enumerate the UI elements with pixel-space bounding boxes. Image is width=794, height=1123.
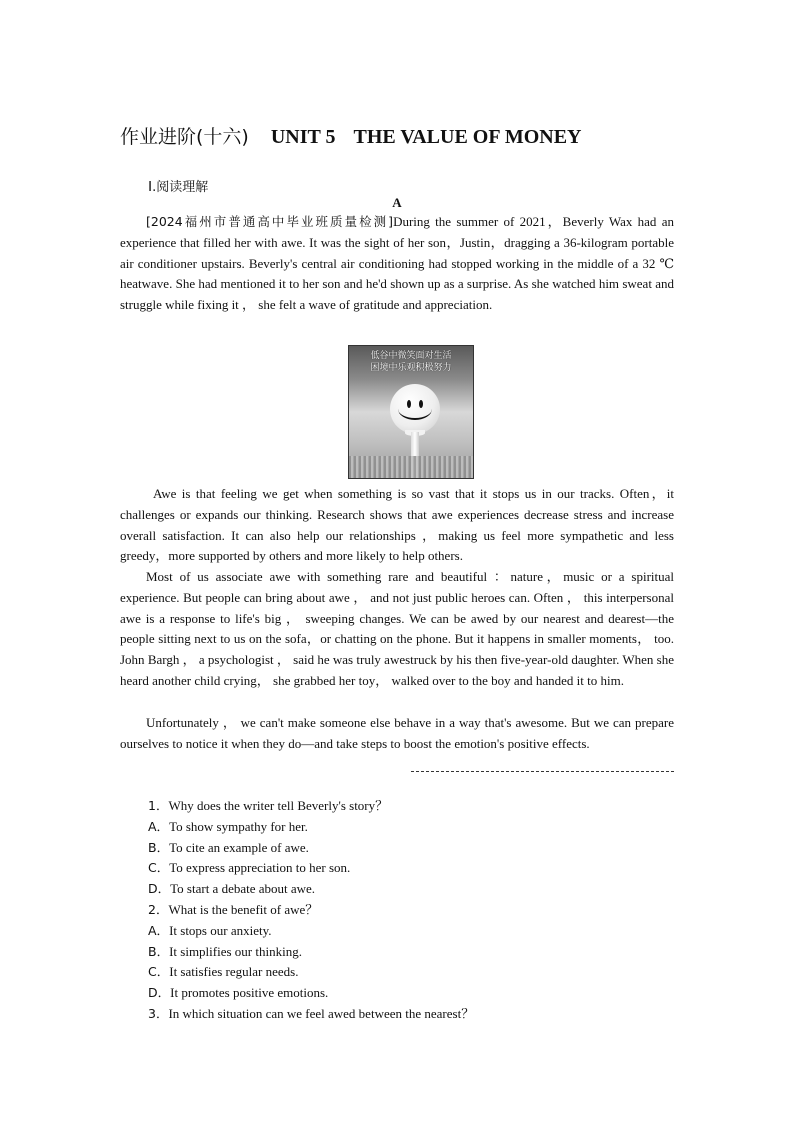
section-roman-numeral: Ⅰ: [148, 180, 153, 195]
smiley-golf-ball-icon: [390, 384, 440, 434]
source-tag: [2024福州市普通高中毕业班质量检测]: [146, 214, 394, 229]
question-1-option-d[interactable]: D．To start a debate about awe.: [148, 881, 316, 896]
question-2-option-d[interactable]: D．It promotes positive emotions.: [148, 985, 329, 1000]
passage-label: A: [392, 195, 402, 210]
question-2-option-a[interactable]: A．It stops our anxiety.: [148, 923, 272, 938]
paragraph-1: [120, 212, 674, 316]
page-title: [120, 122, 581, 149]
question-2-option-b[interactable]: B．It simplifies our thinking.: [148, 944, 302, 959]
question-3-text: In which situation can we feel awed between the nearest？: [168, 1006, 475, 1021]
paragraph-3: Most of us associate awe with something rare and beautiful ：nature，music or a spiritual experience. But people can bring about awe ， and not just public heroes can. Often ， this interpersonal awe is a response to life's big ， sweeping changes. We can be awed by our nearest and dearest—the people sitting next to us on the sofa，or chatting on the phone. But it happens in smaller moments， too. John Bargh ， a psychologist ， said he was truly awestruck by his then five-year-old daughter. When she heard another child crying， she grabbed her toy， walked over to the boy and handed it to him.: [120, 569, 674, 688]
unit-number: UNIT 5: [270, 126, 336, 148]
section-label: .阅读理解: [152, 180, 209, 195]
title-chinese: 作业进阶(十六): [120, 126, 249, 148]
question-2-text: What is the benefit of awe？: [168, 902, 319, 917]
question-2-option-c[interactable]: C．It satisfies regular needs.: [148, 964, 299, 979]
question-1-option-c[interactable]: C．To express appreciation to her son.: [148, 860, 351, 875]
dotted-divider: [411, 771, 674, 772]
question-2: 2．What is the benefit of awe？: [148, 902, 319, 917]
question-1-option-b[interactable]: B．To cite an example of awe.: [148, 840, 309, 855]
paragraph-4: Unfortunately ， we can't make someone else behave in a way that's awesome. But we can prepare ourselves to notice it when they do—and take steps to boost the emotion's positive effects.: [120, 715, 674, 751]
unit-title: THE VALUE OF MONEY: [353, 126, 582, 148]
passage-illustration: [348, 345, 474, 479]
paragraph-2: Awe is that feeling we get when something is so vast that it stops us in our tracks. Often，it challenges or expands our thinking. Research shows that awe experiences decrease stress and increase overall satisfaction. It can also help our relationships ，making us feel more sympathetic and less greedy，more supported by others and more likely to help others.: [120, 486, 674, 564]
question-1-text: Why does the writer tell Beverly's story？: [168, 798, 389, 813]
paragraph-1-text: During the summer of 2021，Beverly Wax had an experience that filled her with awe. It was the sight of her son，Justin，dragging a 36-kilogram portable air conditioner upstairs. Beverly's central air conditioning had stopped working in the middle of a 32 ℃ heatwave. She had mentioned it to her son and he'd shown up as a surprise. As she watched him sweat and struggle while fixing it ， she felt a wave of gratitude and appreciation.: [120, 214, 674, 313]
question-1-option-a[interactable]: A．To show sympathy for her.: [148, 819, 308, 834]
illustration-caption: 低谷中微笑面对生活 困境中乐观积极努力: [370, 351, 452, 373]
section-heading: [148, 176, 208, 196]
question-3: 3．In which situation can we feel awed between the nearest？: [148, 1006, 475, 1021]
question-1: 1．Why does the writer tell Beverly's story？: [148, 798, 389, 813]
grass-background: [349, 456, 473, 478]
